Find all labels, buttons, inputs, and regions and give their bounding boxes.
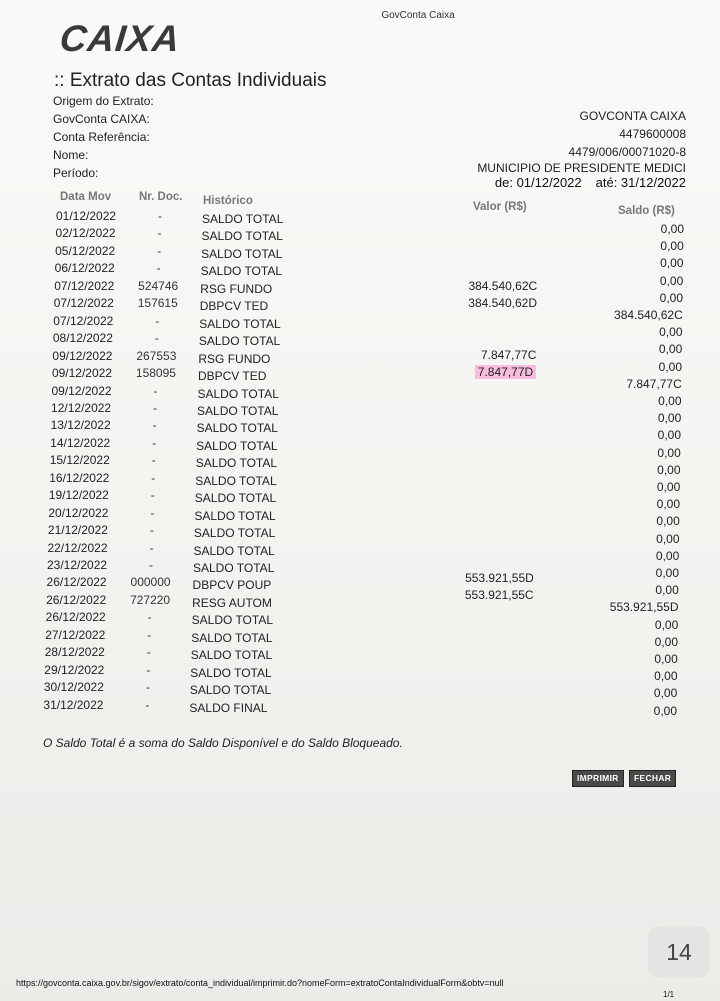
- row-doc: 267553: [136, 348, 177, 363]
- row-doc: -: [147, 610, 152, 625]
- row-historico: SALDO TOTAL: [191, 630, 273, 645]
- row-doc: -: [147, 627, 152, 642]
- row-date: 26/12/2022: [45, 610, 106, 625]
- row-historico: SALDO TOTAL: [196, 438, 278, 453]
- row-date: 06/12/2022: [54, 261, 115, 276]
- value-conta-referencia: 4479/006/00071020-8: [568, 145, 686, 159]
- row-historico: SALDO TOTAL: [197, 403, 279, 418]
- value-govconta: 4479600008: [619, 127, 686, 141]
- row-doc: 158095: [135, 366, 176, 381]
- footer-url: https://govconta.caixa.gov.br/sigov/extrato/conta_individual/imprimir.do?nomeForm=extratoContaIndividualForm&obtv=null: [16, 978, 504, 988]
- row-date: 07/12/2022: [54, 278, 115, 293]
- row-doc: -: [145, 680, 150, 695]
- row-doc: -: [150, 488, 155, 503]
- row-historico: SALDO TOTAL: [199, 316, 281, 331]
- value-nome: MUNICIPIO DE PRESIDENTE MEDICI: [477, 161, 686, 175]
- row-saldo: 553.921,55D: [609, 600, 679, 615]
- row-doc: 727220: [130, 592, 171, 607]
- row-doc: -: [156, 261, 161, 276]
- row-date: 02/12/2022: [55, 226, 116, 241]
- row-valor: 553.921,55D: [465, 571, 534, 586]
- row-saldo: 0,00: [659, 273, 684, 288]
- row-doc: -: [150, 505, 155, 520]
- row-saldo: 0,00: [658, 394, 682, 408]
- row-date: 27/12/2022: [45, 627, 106, 642]
- value-origem: GOVCONTA CAIXA: [579, 109, 686, 123]
- row-historico: SALDO TOTAL: [190, 665, 272, 680]
- row-historico: SALDO TOTAL: [193, 543, 275, 558]
- row-historico: DBPCV TED: [197, 369, 267, 384]
- row-historico: SALDO TOTAL: [196, 421, 278, 436]
- row-date: 09/12/2022: [51, 383, 112, 398]
- row-doc: -: [154, 331, 159, 346]
- value-periodo: [495, 175, 686, 190]
- row-saldo: 0,00: [657, 445, 681, 460]
- row-date: 07/12/2022: [53, 313, 114, 328]
- page-number-badge: 14: [648, 926, 710, 978]
- row-doc: -: [153, 400, 158, 415]
- row-valor: 553.921,55C: [464, 588, 534, 603]
- row-date: 08/12/2022: [52, 331, 113, 346]
- row-historico: SALDO TOTAL: [194, 508, 276, 523]
- row-saldo: 0,00: [657, 411, 682, 426]
- saldo-note: O Saldo Total é a soma do Saldo Disponível e do Saldo Bloqueado.: [43, 736, 403, 750]
- row-doc: -: [151, 453, 156, 468]
- row-date: 09/12/2022: [51, 366, 112, 381]
- col-header-historico: Histórico: [203, 195, 253, 207]
- row-date: 16/12/2022: [49, 470, 110, 485]
- row-historico: SALDO TOTAL: [190, 648, 273, 663]
- row-date: 09/12/2022: [52, 348, 113, 363]
- row-historico: SALDO FINAL: [189, 700, 268, 715]
- row-valor: 7.847,77C: [481, 347, 537, 362]
- row-historico: RSG FUNDO: [200, 281, 273, 296]
- close-button[interactable]: FECHAR: [629, 770, 676, 787]
- row-doc: -: [152, 435, 157, 450]
- row-saldo: 0,00: [655, 548, 680, 563]
- row-saldo: 0,00: [653, 703, 677, 718]
- row-doc: -: [149, 540, 154, 555]
- row-saldo: 0,00: [654, 617, 679, 632]
- row-historico: SALDO TOTAL: [202, 212, 284, 226]
- row-historico: DBPCV POUP: [192, 578, 272, 593]
- row-doc: -: [145, 697, 150, 712]
- row-date: 31/12/2022: [43, 697, 104, 712]
- row-valor-highlighted: [446, 365, 536, 379]
- row-date: 19/12/2022: [48, 488, 109, 503]
- row-doc: -: [153, 383, 158, 398]
- row-saldo: 0,00: [657, 428, 681, 443]
- row-historico: SALDO TOTAL: [189, 683, 272, 698]
- row-saldo: 0,00: [654, 634, 678, 649]
- row-date: 26/12/2022: [46, 592, 107, 607]
- row-historico: SALDO TOTAL: [198, 334, 281, 349]
- row-historico: SALDO TOTAL: [195, 456, 278, 471]
- row-doc: -: [158, 209, 162, 223]
- row-saldo: 7.847,77C: [626, 376, 682, 391]
- row-date: 07/12/2022: [53, 296, 114, 311]
- row-saldo: 0,00: [659, 290, 683, 305]
- row-historico: RSG FUNDO: [198, 351, 271, 366]
- row-historico: SALDO TOTAL: [193, 561, 275, 575]
- row-date: 14/12/2022: [50, 435, 111, 450]
- row-valor: 384.540,62C: [468, 278, 538, 293]
- row-historico: SALDO TOTAL: [195, 473, 277, 488]
- periodo-ate: até: 31/12/2022: [595, 175, 686, 190]
- row-saldo: 0,00: [654, 669, 678, 684]
- row-historico: SALDO TOTAL: [197, 386, 279, 401]
- row-date: 05/12/2022: [55, 243, 116, 258]
- row-saldo: 0,00: [660, 222, 684, 236]
- row-date: 28/12/2022: [44, 645, 105, 660]
- row-historico: DBPCV TED: [199, 299, 269, 314]
- row-historico: SALDO TOTAL: [200, 264, 283, 279]
- row-saldo: 0,00: [654, 652, 678, 666]
- col-header-data: Data Mov: [60, 191, 112, 203]
- highlight-mark: 7.847,77D: [475, 365, 536, 379]
- row-doc: 000000: [130, 575, 171, 590]
- row-doc: -: [157, 226, 162, 241]
- col-header-saldo: Saldo (R$): [618, 205, 675, 217]
- row-saldo: 0,00: [655, 583, 679, 598]
- label-nome: Nome:: [53, 148, 89, 162]
- row-saldo: 0,00: [660, 239, 684, 254]
- row-saldo: 0,00: [657, 462, 681, 477]
- row-doc: -: [151, 470, 156, 485]
- label-conta-referencia: Conta Referência:: [53, 130, 150, 144]
- row-saldo: 384.540,62C: [614, 308, 683, 322]
- row-doc: -: [146, 645, 151, 660]
- page-count: 1/1: [663, 990, 675, 999]
- row-saldo: 0,00: [653, 686, 678, 701]
- row-valor: 384.540,62D: [468, 296, 537, 310]
- label-govconta: GovConta CAIXA:: [53, 112, 150, 126]
- row-date: 30/12/2022: [43, 680, 104, 695]
- row-saldo: 0,00: [659, 325, 683, 340]
- label-origem: Origem do Extrato:: [53, 94, 154, 108]
- row-doc: -: [152, 418, 157, 433]
- page-title: :: Extrato das Contas Individuais: [54, 70, 327, 91]
- row-saldo: 0,00: [656, 480, 681, 494]
- row-doc: -: [149, 558, 153, 572]
- row-doc: 157615: [137, 296, 178, 311]
- row-date: 15/12/2022: [49, 453, 110, 468]
- periodo-de: de: 01/12/2022: [494, 175, 582, 190]
- row-saldo: 0,00: [656, 514, 680, 529]
- row-saldo: 0,00: [658, 359, 682, 374]
- row-date: 23/12/2022: [47, 558, 108, 572]
- row-saldo: 0,00: [658, 342, 683, 357]
- row-date: 26/12/2022: [46, 575, 107, 590]
- row-historico: SALDO TOTAL: [201, 246, 283, 261]
- row-date: 12/12/2022: [51, 400, 112, 415]
- row-historico: SALDO TOTAL: [201, 229, 283, 244]
- row-doc: -: [146, 662, 151, 677]
- col-header-doc: Nr. Doc.: [139, 191, 183, 203]
- row-saldo: 0,00: [660, 256, 684, 271]
- row-historico: RESG AUTOM: [192, 595, 272, 610]
- caixa-logo: CAIXA: [57, 18, 183, 59]
- row-date: 01/12/2022: [56, 209, 117, 223]
- row-saldo: 0,00: [655, 566, 679, 580]
- print-button[interactable]: IMPRIMIR: [572, 770, 624, 787]
- row-date: 22/12/2022: [47, 540, 108, 555]
- row-date: 21/12/2022: [47, 523, 108, 538]
- label-periodo: Período:: [53, 166, 99, 180]
- row-doc: -: [149, 523, 154, 538]
- row-date: 13/12/2022: [50, 418, 111, 433]
- row-doc: -: [157, 243, 162, 258]
- col-header-valor: Valor (R$): [473, 201, 527, 213]
- row-historico: SALDO TOTAL: [191, 613, 274, 628]
- window-title: GovConta Caixa: [381, 10, 455, 21]
- row-saldo: 0,00: [656, 531, 680, 546]
- row-doc: -: [155, 313, 160, 328]
- row-date: 20/12/2022: [48, 505, 109, 520]
- row-historico: SALDO TOTAL: [194, 491, 277, 506]
- row-doc: 524746: [138, 278, 179, 293]
- row-date: 29/12/2022: [44, 662, 105, 677]
- row-historico: SALDO TOTAL: [193, 526, 276, 541]
- row-saldo: 0,00: [656, 497, 680, 512]
